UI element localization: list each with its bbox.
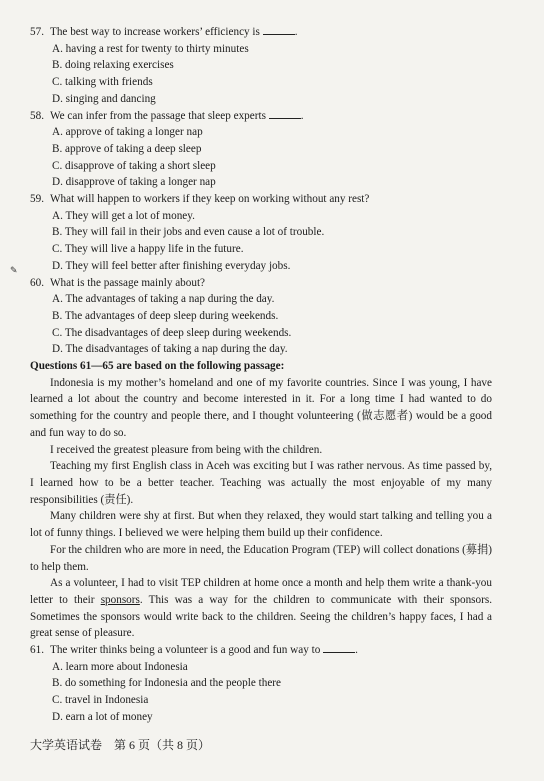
passage-paragraph-2: I received the greatest pleasure from being with the children. xyxy=(50,443,323,456)
page-content xyxy=(30,24,492,726)
option-57-b: B. doing relaxing exercises xyxy=(52,59,174,72)
option-61-a: A. learn more about Indonesia xyxy=(52,660,188,673)
option-58-b: B. approve of taking a deep sleep xyxy=(52,142,202,155)
option-57-d: D. singing and dancing xyxy=(52,92,156,105)
margin-pencil-icon: ✎ xyxy=(10,265,18,275)
question-59: 59. What will happen to workers if they keep on working without any rest? xyxy=(30,193,370,206)
question-57: 57. The best way to increase workers’ efficiency is . xyxy=(30,26,298,38)
option-58-c: C. disapprove of taking a short sleep xyxy=(52,159,216,172)
option-61-d: D. earn a lot of money xyxy=(52,710,153,723)
passage-paragraph-5: For the children who are more in need, the Education Program (TEP) will collect donations (募捐) to help them. xyxy=(30,543,492,573)
answer-blank xyxy=(269,108,301,119)
option-59-d: D. They will feel better after finishing everyday jobs. xyxy=(52,259,291,272)
option-61-c: C. travel in Indonesia xyxy=(52,694,149,707)
question-60: 60. What is the passage mainly about? xyxy=(30,276,206,289)
option-59-c: C. They will live a happy life in the future. xyxy=(52,243,244,256)
option-60-c: C. The disadvantages of deep sleep during weekends. xyxy=(52,326,292,339)
option-59-b: B. They will fail in their jobs and even cause a lot of trouble. xyxy=(52,226,325,239)
answer-blank xyxy=(323,642,355,653)
section-heading: Questions 61—65 are based on the following passage: xyxy=(30,360,285,373)
question-61: 61. The writer thinks being a volunteer is a good and fun way to . xyxy=(30,644,358,657)
page-footer: 大学英语试卷 第 6 页（共 8 页） xyxy=(30,738,211,752)
question-58: 58. We can infer from the passage that sleep experts . xyxy=(30,109,304,122)
option-59-a: A. They will get a lot of money. xyxy=(52,209,195,222)
passage-paragraph-1: Indonesia is my mother’s homeland and one of my favorite countries. Since I was young, I have learned a lot about the country and become interested in it. For a long time I had wanted to do something for the country and people there, and I thought volunteering (做志愿者) would be a good and fun way to do so. xyxy=(30,376,492,439)
passage-paragraph-4: Many children were shy at first. But when they relaxed, they would start talking and telling you a lot of funny things. I believed we were helping them build up their confidence. xyxy=(30,510,492,540)
option-60-a: A. The advantages of taking a nap during the day. xyxy=(52,293,275,306)
option-57-c: C. talking with friends xyxy=(52,76,153,89)
option-57-a: A. having a rest for twenty to thirty minutes xyxy=(52,42,249,55)
option-60-b: B. The advantages of deep sleep during weekends. xyxy=(52,309,279,322)
answer-blank xyxy=(263,24,295,35)
passage-paragraph-6: As a volunteer, I had to visit TEP children at home once a month and help them write a thank-you letter to their sponsors. This was a way for the children to communicate with their sponsors. Sometimes the sponsors would write back to the children. Seeing the children’s happy faces, I had a great sense of pleasure. xyxy=(30,577,493,640)
passage-paragraph-3: Teaching my first English class in Aceh was exciting but I was rather nervous. As time passed by, I learned how to be a better teacher. Teaching was actually the most enjoyable of my many responsibilities (责任). xyxy=(30,460,492,506)
option-60-d: D. The disadvantages of taking a nap during the day. xyxy=(52,343,288,356)
option-61-b: B. do something for Indonesia and the people there xyxy=(52,677,281,690)
option-58-d: D. disapprove of taking a longer nap xyxy=(52,176,216,189)
option-58-a: A. approve of taking a longer nap xyxy=(52,126,203,139)
underlined-word: sponsors xyxy=(100,593,140,606)
